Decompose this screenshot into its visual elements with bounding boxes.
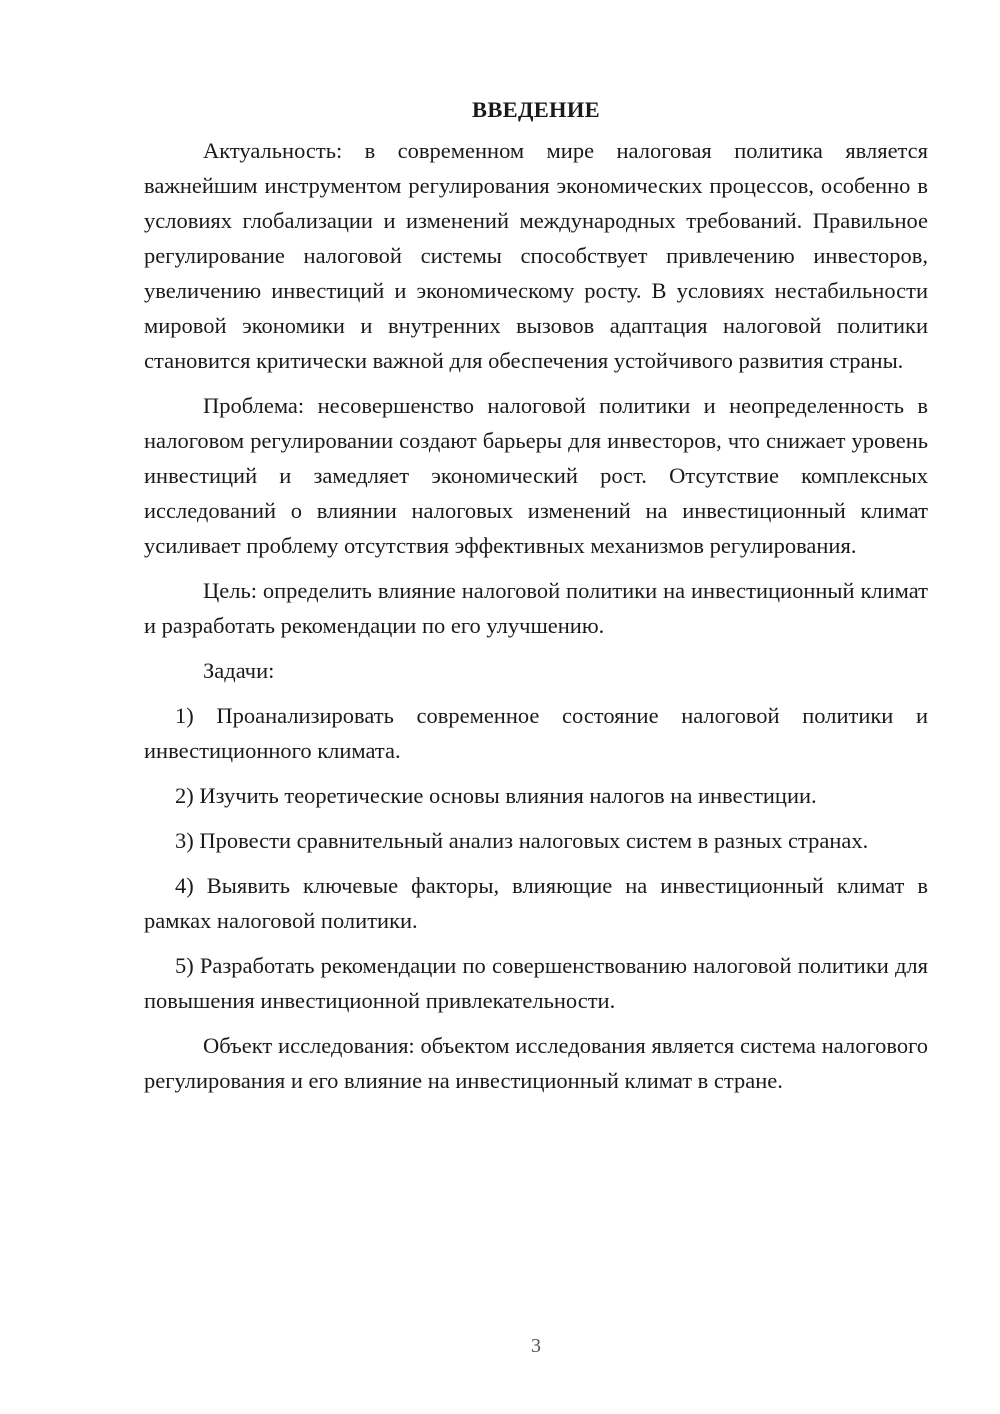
task-item-1: 1) Проанализировать современное состояние налоговой политики и инвестиционного климата.	[144, 703, 928, 763]
task-item-5: 5) Разработать рекомендации по совершенствованию налоговой политики для повышения инвестиционной привлекательности.	[144, 953, 928, 1013]
goal-paragraph: Цель: определить влияние налоговой политики на инвестиционный климат и разработать рекомендации по его улучшению.	[144, 578, 928, 638]
page-content	[144, 92, 928, 1108]
task-item-3: 3) Провести сравнительный анализ налоговых систем в разных странах.	[175, 828, 869, 853]
relevance-paragraph: Актуальность: в современном мире налоговая политика является важнейшим инструментом регулирования экономических процессов, особенно в условиях глобализации и изменений международных требований. Правильное регулирование налоговой системы способствует привлечению инвесторов, увеличению инвестиций и экономическому росту. В условиях нестабильности мировой экономики и внутренних вызовов адаптация налоговой политики становится критически важной для обеспечения устойчивого развития страны.	[144, 138, 928, 373]
task-item-2: 2) Изучить теоретические основы влияния налогов на инвестиции.	[175, 783, 817, 808]
tasks-title: Задачи:	[203, 658, 275, 683]
section-heading: ВВЕДЕНИЕ	[472, 97, 600, 122]
page-number: 3	[531, 1335, 541, 1357]
object-paragraph: Объект исследования: объектом исследования является система налогового регулирования и его влияние на инвестиционный климат в стране.	[144, 1033, 928, 1093]
problem-paragraph: Проблема: несовершенство налоговой политики и неопределенность в налоговом регулировании создают барьеры для инвесторов, что снижает уровень инвестиций и замедляет экономический рост. Отсутствие комплексных исследований о влиянии налоговых изменений на инвестиционный климат усиливает проблему отсутствия эффективных механизмов регулирования.	[144, 393, 928, 558]
task-item-4: 4) Выявить ключевые факторы, влияющие на инвестиционный климат в рамках налоговой политики.	[144, 873, 928, 933]
